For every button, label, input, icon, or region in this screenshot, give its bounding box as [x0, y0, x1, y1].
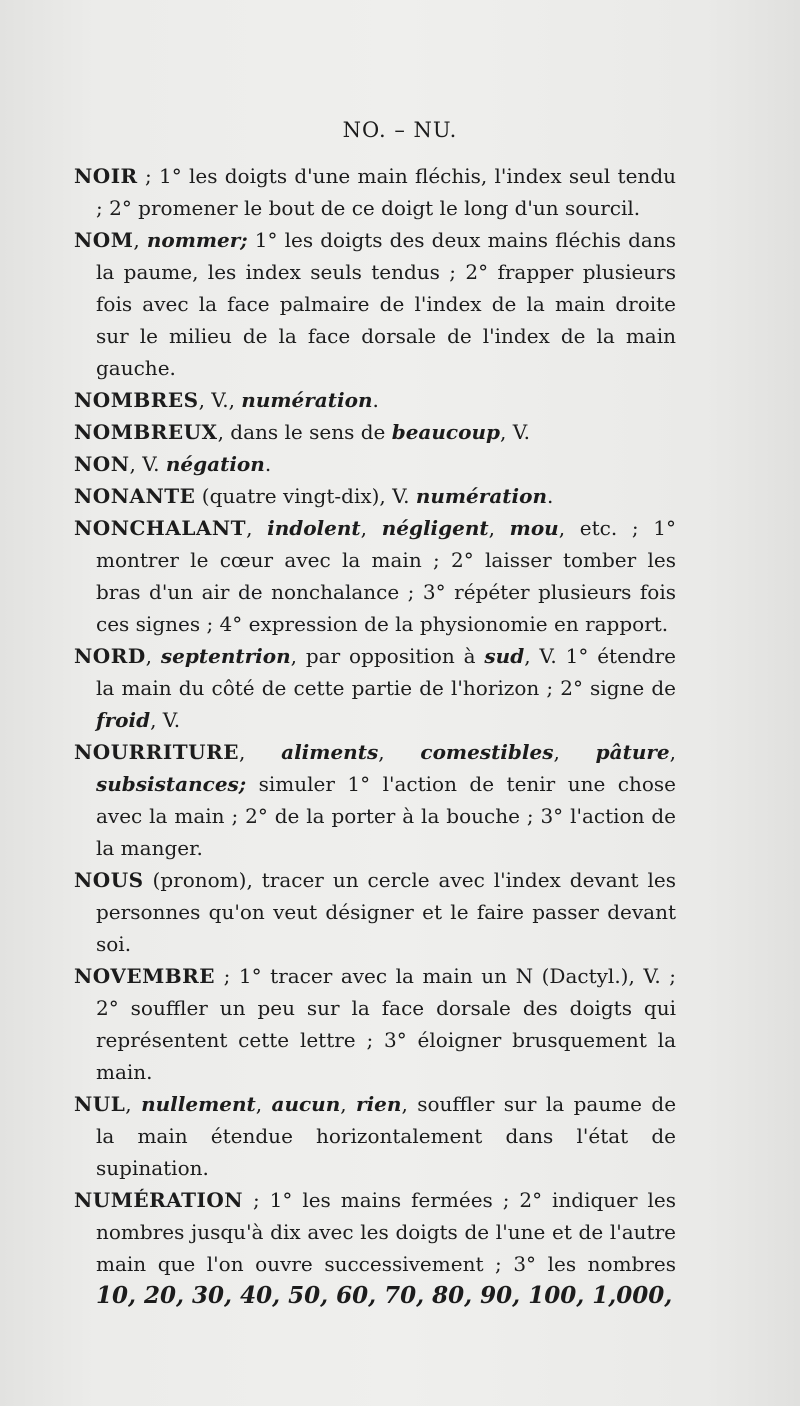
entry-nonante: [74, 480, 676, 512]
definition-part: , par opposition à: [290, 644, 485, 668]
synonym: subsistances;: [96, 772, 247, 796]
headword: NORD: [74, 644, 146, 668]
definition-part: ,: [553, 740, 596, 764]
cross-reference: froid: [96, 708, 151, 732]
definition-part: 1° les doigts des deux mains fléchis dans la paume, les index seuls tendus ; 2° frapper plusieurs fois avec la face palmaire de l'index de la main droite sur le milieu de la face dorsale de l'index de la main gauche.: [96, 228, 677, 380]
entry-nourriture: [74, 736, 676, 864]
definition-part: ,: [246, 516, 268, 540]
definition-part: ,: [340, 1092, 357, 1116]
definition-part: , V.: [150, 708, 181, 732]
cross-reference: beaucoup: [391, 420, 500, 444]
definition-part: ,: [145, 644, 161, 668]
definition-part: ,: [238, 740, 282, 764]
definition-part: , etc. ; 1° montrer le cœur avec la main ; 2° laisser tomber les bras d'un air de nonchalance ; 3° répéter plusieurs fois ces signes ; 4° expression de la physionomie en rapport.: [96, 516, 676, 636]
headword: NOM: [74, 228, 134, 252]
definition-part: ,: [133, 228, 147, 252]
synonym: nullement: [141, 1092, 256, 1116]
headword: NOIR: [74, 164, 138, 188]
cross-reference: négation: [165, 452, 265, 476]
dictionary-entries: [74, 160, 676, 1312]
entry-nombreux: [74, 416, 676, 448]
definition-part: ,: [125, 1092, 142, 1116]
cross-reference: numération: [415, 484, 547, 508]
headword: NOUS: [74, 868, 144, 892]
headword: NOMBREUX: [74, 420, 218, 444]
synonym: aucun: [271, 1092, 341, 1116]
definition: ; 1° les doigts d'une main fléchis, l'index seul tendu ; 2° promener le bout de ce doigt le long d'un sourcil.: [96, 164, 676, 220]
entry-non: [74, 448, 676, 480]
synonym: comestibles: [420, 740, 554, 764]
definition-part: .: [264, 452, 272, 476]
definition-part: ; 1° les mains fermées ; 2° indiquer les nombres jusqu'à dix avec les doigts de l'une et de l'autre main que l'on ouvre successivement ; 3° les nombres: [96, 1188, 676, 1276]
definition-part: .: [547, 484, 554, 508]
definition-part: ,: [360, 516, 382, 540]
cross-reference: sud: [484, 644, 525, 668]
headword: NOVEMBRE: [74, 964, 216, 988]
synonym: nommer;: [146, 228, 248, 252]
entry-nombres: [74, 384, 676, 416]
definition-part: ,: [378, 740, 421, 764]
definition-part: ,: [669, 740, 677, 764]
synonym: rien: [356, 1092, 402, 1116]
definition-part: ,: [255, 1092, 272, 1116]
numbers-list: 10, 20, 30, 40, 50, 60, 70, 80, 90, 100, 1,000,: [96, 1282, 673, 1309]
entry-nom: [74, 224, 676, 384]
synonym: indolent: [267, 516, 361, 540]
synonym: aliments: [281, 740, 379, 764]
definition-part: , dans le sens de: [217, 420, 392, 444]
headword: NUMÉRATION: [74, 1188, 244, 1212]
definition-part: ,: [488, 516, 510, 540]
headword: NOURRITURE: [74, 740, 239, 764]
headword: NON: [74, 452, 130, 476]
page-header: NO. – NU.: [342, 118, 458, 142]
entry-nous: [74, 864, 676, 960]
definition: ; 1° tracer avec la main un N (Dactyl.), V. ; 2° souffler un peu sur la face dorsale des doigts qui représentent cette lettre ; 3° éloigner brusquement la main.: [96, 964, 676, 1084]
cross-reference: numération: [241, 388, 373, 412]
synonym: pâture: [595, 740, 670, 764]
definition-part: , V. 1° étendre la main du côté de cette partie de l'horizon ; 2° signe de: [96, 644, 676, 700]
definition-part: , souffler sur la paume de la main étendue horizontalement dans l'état de supination.: [96, 1092, 677, 1180]
headword: NONANTE: [74, 484, 196, 508]
definition-part: simuler 1° l'action de tenir une chose avec la main ; 2° de la porter à la bouche ; 3° l'action de la manger.: [96, 772, 676, 860]
entry-nonchalant: [74, 512, 676, 640]
headword: NUL: [74, 1092, 126, 1116]
entry-nord: [74, 640, 676, 736]
entry-nul: [74, 1088, 676, 1184]
synonym: mou: [509, 516, 559, 540]
entry-noir: [74, 160, 676, 224]
synonym: négligent: [381, 516, 489, 540]
definition-part: (quatre vingt-dix), V.: [195, 484, 416, 508]
headword: NONCHALANT: [74, 516, 247, 540]
definition-part: , V.,: [198, 388, 242, 412]
definition-part: , V.: [129, 452, 166, 476]
definition-part: .: [372, 388, 379, 412]
entry-numeration: [74, 1184, 676, 1312]
entry-novembre: [74, 960, 676, 1088]
definition: (pronom), tracer un cercle avec l'index devant les personnes qu'on veut désigner et le faire passer devant soi.: [96, 868, 676, 956]
synonym: septentrion: [160, 644, 291, 668]
headword: NOMBRES: [74, 388, 199, 412]
definition-part: , V.: [499, 420, 531, 444]
